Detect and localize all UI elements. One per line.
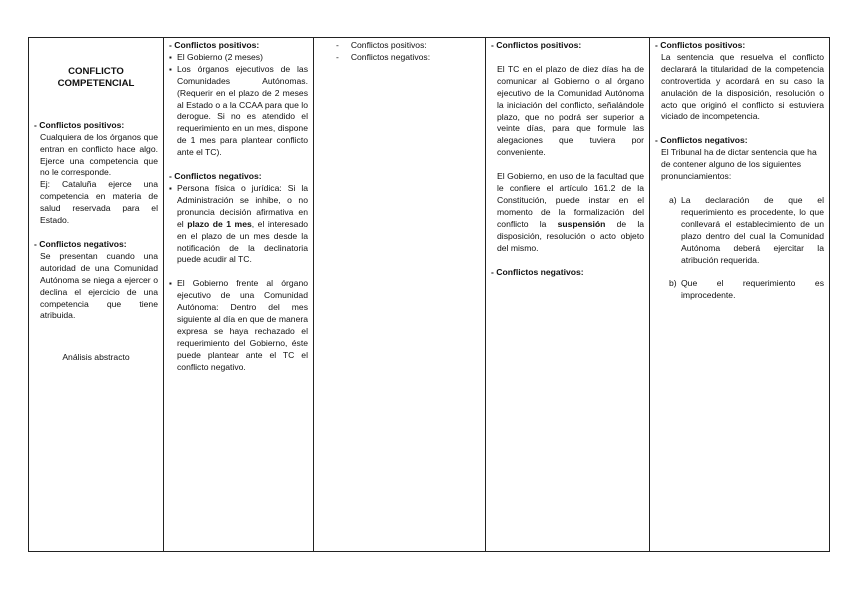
option-b: b) Que el requerimiento es improcedente. [669, 278, 824, 301]
neg-heading: - Conflictos negativos: [491, 266, 584, 277]
conflict-table [28, 37, 830, 552]
pos-text: Cualquiera de los órganos que entran en conflicto hace algo. Ejerce una competencia que no le corresponde. [40, 131, 158, 178]
list-item [169, 183, 308, 266]
option-a: a) La declaración de que el requerimiento es procedente, lo que conllevará el establecimiento de un plazo dentro del cual la Comunidad Autónoma deberá ejercitar la atribución requerida. [669, 194, 824, 265]
title-line2: COMPETENCIAL [57, 77, 135, 89]
col-sentence [650, 38, 830, 552]
item-bold: plazo de 1 mes [187, 218, 252, 229]
neg-heading: - Conflictos negativos: [655, 135, 748, 146]
pos-heading: - Conflictos positivos: [491, 40, 582, 50]
list-item: - Conflictos positivos: [336, 40, 427, 50]
neg-heading: - Conflictos negativos: [169, 171, 262, 182]
list-item: ▪ El Gobierno frente al órgano ejecutivo de una Comunidad Autónoma: Dentro del mes siguiente al día en que de manera expresa se haya rechazado el requerimiento del Gobierno, éste puede plantear ante el TC el conflicto negativo. [169, 278, 308, 373]
col-procedure [486, 38, 650, 552]
pos-heading: - Conflictos positivos: [34, 119, 125, 130]
col-types [314, 38, 486, 552]
neg-heading: - Conflictos negativos: [34, 238, 127, 249]
col-concept [29, 38, 164, 552]
pos-text: La sentencia que resuelva el conflicto declarará la titularidad de la competencia controvertida y acordará en su caso la anulación de la disposición, resolución o acto que originó el conflicto si estuviera viciado de incompetencia. [661, 51, 824, 122]
title-line1: CONFLICTO [68, 66, 124, 77]
item-text: Si la Administración se inhibe, o no pronuncia decisión afirmativa en el [177, 182, 309, 229]
paragraph: El TC en el plazo de diez días ha de comunicar al Gobierno o al órgano ejecutivo de la Comunidad Autónoma la iniciación del conflicto, señalándole plazo, que no podrá ser superior a veinte días, para que formule las alegaciones que tuviera por conveniente. [497, 63, 644, 158]
col-legitimation [164, 38, 314, 552]
list-item: ▪ El Gobierno (2 meses) [169, 52, 308, 64]
neg-text: El Tribunal ha de dictar sentencia que ha de contener alguno de los siguientes pronunciamientos: [661, 147, 817, 182]
footer-note: Análisis abstracto [62, 352, 130, 363]
pos-heading: - Conflictos positivos: [169, 40, 260, 50]
list-item: ▪ Los órganos ejecutivos de las Comunidades Autónomas. (Requerir en el plazo de 2 meses al Estado o a la CCAA para que lo derogue. Si no es atendido el requerimiento en un mes, dispone de 1 mes para plantear conflicto ante el TC). [169, 64, 308, 159]
list-item: - Conflictos negativos: [336, 51, 431, 62]
item-lead: Persona física o jurídica: [177, 182, 282, 193]
pos-example: Ej: Cataluña ejerce una competencia en materia de salud reservada para el Estado. [40, 179, 158, 226]
pos-list [169, 52, 308, 159]
item-text: , el interesado en el plazo de un mes desde la notificación de la declinatoria puede acudir al TC. [177, 218, 309, 265]
paragraph: El Gobierno, en uso de la facultad que le confiere el artículo 161.2 de la Constitución, puede instar en el momento de la formalización del conflicto la suspensión de la disposición, resolución o acto objeto del mismo. [497, 171, 645, 253]
neg-text: Se presentan cuando una autoridad de una Comunidad Autónoma se niega a ejercer o declina el ejercicio de una competencia que tiene atribuida. [40, 250, 158, 321]
neg-list [169, 183, 308, 374]
pos-heading: - Conflictos positivos: [655, 40, 746, 50]
